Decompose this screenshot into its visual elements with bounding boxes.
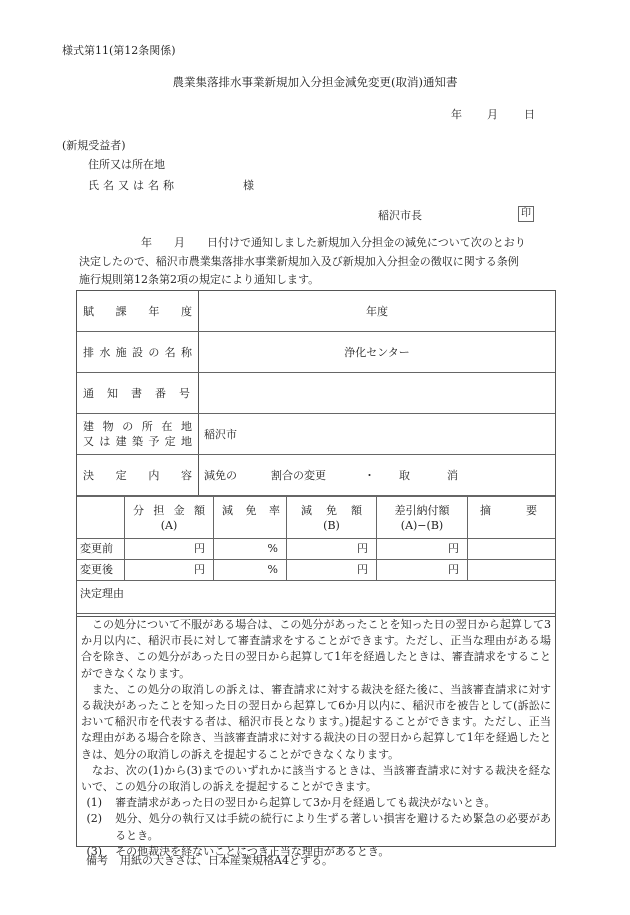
header-net-label: 差引納付額 bbox=[394, 504, 450, 517]
notice-table bbox=[76, 290, 556, 617]
label-char: 減 bbox=[222, 504, 233, 517]
label-char: 率 bbox=[269, 504, 280, 517]
label-notice-number bbox=[77, 373, 199, 413]
header-reduction-amount bbox=[287, 497, 377, 539]
notice-item-2 bbox=[87, 811, 552, 843]
appeal-notice-box bbox=[76, 613, 556, 858]
document-title: 農業集落排水事業新規加入分担金減免変更(取消)通知書 bbox=[172, 75, 458, 89]
row-facility-name bbox=[77, 332, 555, 373]
recipient-heading: (新規受益者) bbox=[62, 139, 126, 152]
label-char: 減 bbox=[301, 504, 312, 517]
label-char: 通 bbox=[83, 387, 94, 400]
header-share-sub: (A) bbox=[160, 519, 178, 532]
remarks-note bbox=[86, 852, 333, 868]
label-char: は bbox=[99, 435, 111, 448]
label-char: 建 bbox=[83, 420, 94, 433]
decision-reason: 決定理由 bbox=[80, 587, 124, 600]
label-char: 要 bbox=[526, 504, 537, 517]
label-char: 所 bbox=[141, 420, 153, 433]
before-remarks[interactable] bbox=[468, 539, 555, 560]
after-remarks[interactable] bbox=[468, 560, 555, 581]
issuer-title: 稲沢市長 bbox=[378, 209, 422, 222]
item-number: (1) bbox=[86, 796, 103, 810]
item-text: 処分、処分の執行又は手続の続行により生ずる著しい損害を避けるため緊急の必要があるとき。 bbox=[115, 812, 551, 842]
label-char: 書 bbox=[131, 387, 142, 400]
row-label-before: 変更前 bbox=[77, 539, 125, 560]
decision-prefix: 減免の bbox=[204, 469, 237, 482]
notice-paragraph-2: また、この処分の取消しの訴えは、審査請求に対する裁決を経た後に、当該審査請求に対する裁決があったことを知った日の翌日から起算して6か月以内に、稲沢市を被告として(訴訟において稲沢市を代表する者は、稲沢市長となります。)提起することができます。ただし、正当な理由がある場合を除き、当該審査請求に対する裁決の日の翌日から起算して1年を経過したときは、処分の取消しの訴えを提起することができなくなります。 bbox=[81, 682, 551, 761]
label-char: 称 bbox=[180, 346, 192, 359]
date-day: 日 bbox=[524, 108, 535, 121]
label-char: 排 bbox=[83, 346, 94, 359]
item-number: (3) bbox=[86, 844, 103, 858]
label-char: 予 bbox=[148, 435, 160, 448]
label-char: 担 bbox=[153, 504, 165, 517]
label-char: 設 bbox=[131, 346, 143, 359]
label-char: 定 bbox=[115, 469, 127, 482]
header-reduction-rate bbox=[214, 497, 287, 539]
before-reduction-rate[interactable]: % bbox=[214, 539, 287, 560]
amounts-header-blank bbox=[77, 497, 125, 539]
value-building-location: 稲沢市 bbox=[204, 428, 237, 441]
row-notice-number bbox=[77, 373, 555, 414]
label-char: 賦 bbox=[83, 305, 94, 318]
value-decision bbox=[199, 455, 555, 495]
intro-year: 年 bbox=[141, 236, 152, 249]
honorific: 様 bbox=[243, 179, 254, 192]
after-share-amount[interactable]: 円 bbox=[125, 560, 214, 581]
decision-rate-change: 割合の変更 bbox=[271, 469, 326, 482]
decision-cancel-1: 取 bbox=[399, 469, 410, 482]
label-facility-name bbox=[77, 332, 199, 372]
before-reduction-amount[interactable]: 円 bbox=[287, 539, 377, 560]
label-char: 施 bbox=[115, 346, 127, 359]
label-char: 築 bbox=[131, 435, 143, 448]
address-label: 住所又は所在地 bbox=[88, 158, 165, 171]
header-net-payment bbox=[377, 497, 468, 539]
label-char: の bbox=[148, 346, 160, 359]
label-decision bbox=[77, 455, 199, 495]
remarks-label: 備考 bbox=[86, 854, 108, 867]
notice-paragraph-1: この処分について不服がある場合は、この処分があったことを知った日の翌日から起算して3か月以内に、稲沢市長に対して審査請求をすることができます。ただし、正当な理由がある場合を除き、この処分があった日の翌日から起算して1年を経過したときは、審査請求をすることができなくなります。 bbox=[81, 618, 551, 680]
intro-month: 月 bbox=[174, 236, 185, 249]
name-label: 氏名又は名称 bbox=[88, 179, 178, 192]
label-char: 分 bbox=[133, 504, 144, 517]
intro-line3: 施行規則第12条第2項の規定により通知します。 bbox=[79, 273, 320, 286]
row-fiscal-year bbox=[77, 291, 555, 332]
header-remarks bbox=[468, 497, 555, 539]
after-reduction-rate[interactable]: % bbox=[214, 560, 287, 581]
after-net-payment[interactable]: 円 bbox=[377, 560, 468, 581]
label-char: の bbox=[122, 420, 134, 433]
label-building-location bbox=[77, 414, 199, 454]
label-fiscal-year bbox=[77, 291, 199, 331]
label-char: 度 bbox=[180, 305, 192, 318]
label-char: 物 bbox=[102, 420, 114, 433]
label-char: 免 bbox=[326, 504, 337, 517]
label-char: 額 bbox=[193, 504, 205, 517]
value-fiscal-year: 年度 bbox=[366, 305, 388, 318]
label-char: 又 bbox=[83, 435, 94, 448]
date-month: 月 bbox=[487, 108, 498, 121]
item-text: その他裁決を経ないことにつき正当な理由があるとき。 bbox=[115, 844, 390, 858]
after-reduction-amount[interactable]: 円 bbox=[287, 560, 377, 581]
amounts-section bbox=[77, 496, 555, 616]
label-char: 内 bbox=[148, 469, 160, 482]
form-number: 様式第11(第12条関係) bbox=[62, 44, 176, 57]
remarks-text: 用紙の大きさは、日本産業規格A4とする。 bbox=[120, 854, 333, 867]
label-char: 免 bbox=[245, 504, 257, 517]
label-char: 金 bbox=[173, 504, 185, 517]
label-char: 決 bbox=[83, 469, 94, 482]
row-decision bbox=[77, 455, 555, 496]
amounts-grid bbox=[77, 497, 555, 581]
seal-stamp-box: 印 bbox=[518, 206, 534, 222]
label-char: 建 bbox=[115, 435, 127, 448]
decision-cancel-2: 消 bbox=[447, 469, 458, 482]
label-char: 定 bbox=[164, 435, 176, 448]
label-char: 地 bbox=[180, 420, 192, 433]
decision-separator: ・ bbox=[364, 469, 375, 482]
label-char: 知 bbox=[107, 387, 118, 400]
value-facility-name: 浄化センター bbox=[344, 346, 410, 359]
label-char: 摘 bbox=[480, 504, 491, 517]
intro-line2: 決定したので、稲沢市農業集落排水事業新規加入及び新規加入分担金の徴収に関する条例 bbox=[79, 254, 519, 268]
before-net-payment[interactable]: 円 bbox=[377, 539, 468, 560]
intro-line1: 日付けで通知しました新規加入分担金の減免について次のとおり bbox=[207, 236, 526, 249]
label-char: 名 bbox=[164, 346, 176, 359]
label-char: 額 bbox=[351, 504, 362, 517]
date-year: 年 bbox=[451, 108, 462, 121]
item-number: (2) bbox=[86, 812, 103, 826]
item-text: 審査請求があった日の翌日から起算して3か月を経過しても裁決がないとき。 bbox=[115, 796, 496, 810]
intro-paragraph bbox=[79, 234, 559, 290]
label-char: 課 bbox=[115, 305, 127, 318]
header-share-amount bbox=[125, 497, 214, 539]
before-share-amount[interactable]: 円 bbox=[125, 539, 214, 560]
notice-item-1 bbox=[87, 795, 552, 811]
label-char: 号 bbox=[179, 387, 190, 400]
header-reduction-sub: (B) bbox=[323, 519, 340, 532]
label-char: 在 bbox=[161, 420, 173, 433]
label-char: 水 bbox=[99, 346, 111, 359]
notice-paragraph-3: なお、次の(1)から(3)までのいずれかに該当するときは、当該審査請求に対する裁決を経ないで、この処分の取消しの訴えを提起することができます。 bbox=[81, 763, 551, 794]
label-char: 年 bbox=[148, 305, 160, 318]
row-label-after: 変更後 bbox=[77, 560, 125, 581]
row-building-location bbox=[77, 414, 555, 455]
label-char: 地 bbox=[180, 435, 192, 448]
value-notice-number bbox=[199, 373, 555, 413]
header-net-sub: (A)−(B) bbox=[400, 519, 444, 532]
label-char: 番 bbox=[155, 387, 166, 400]
label-char: 容 bbox=[180, 469, 192, 482]
